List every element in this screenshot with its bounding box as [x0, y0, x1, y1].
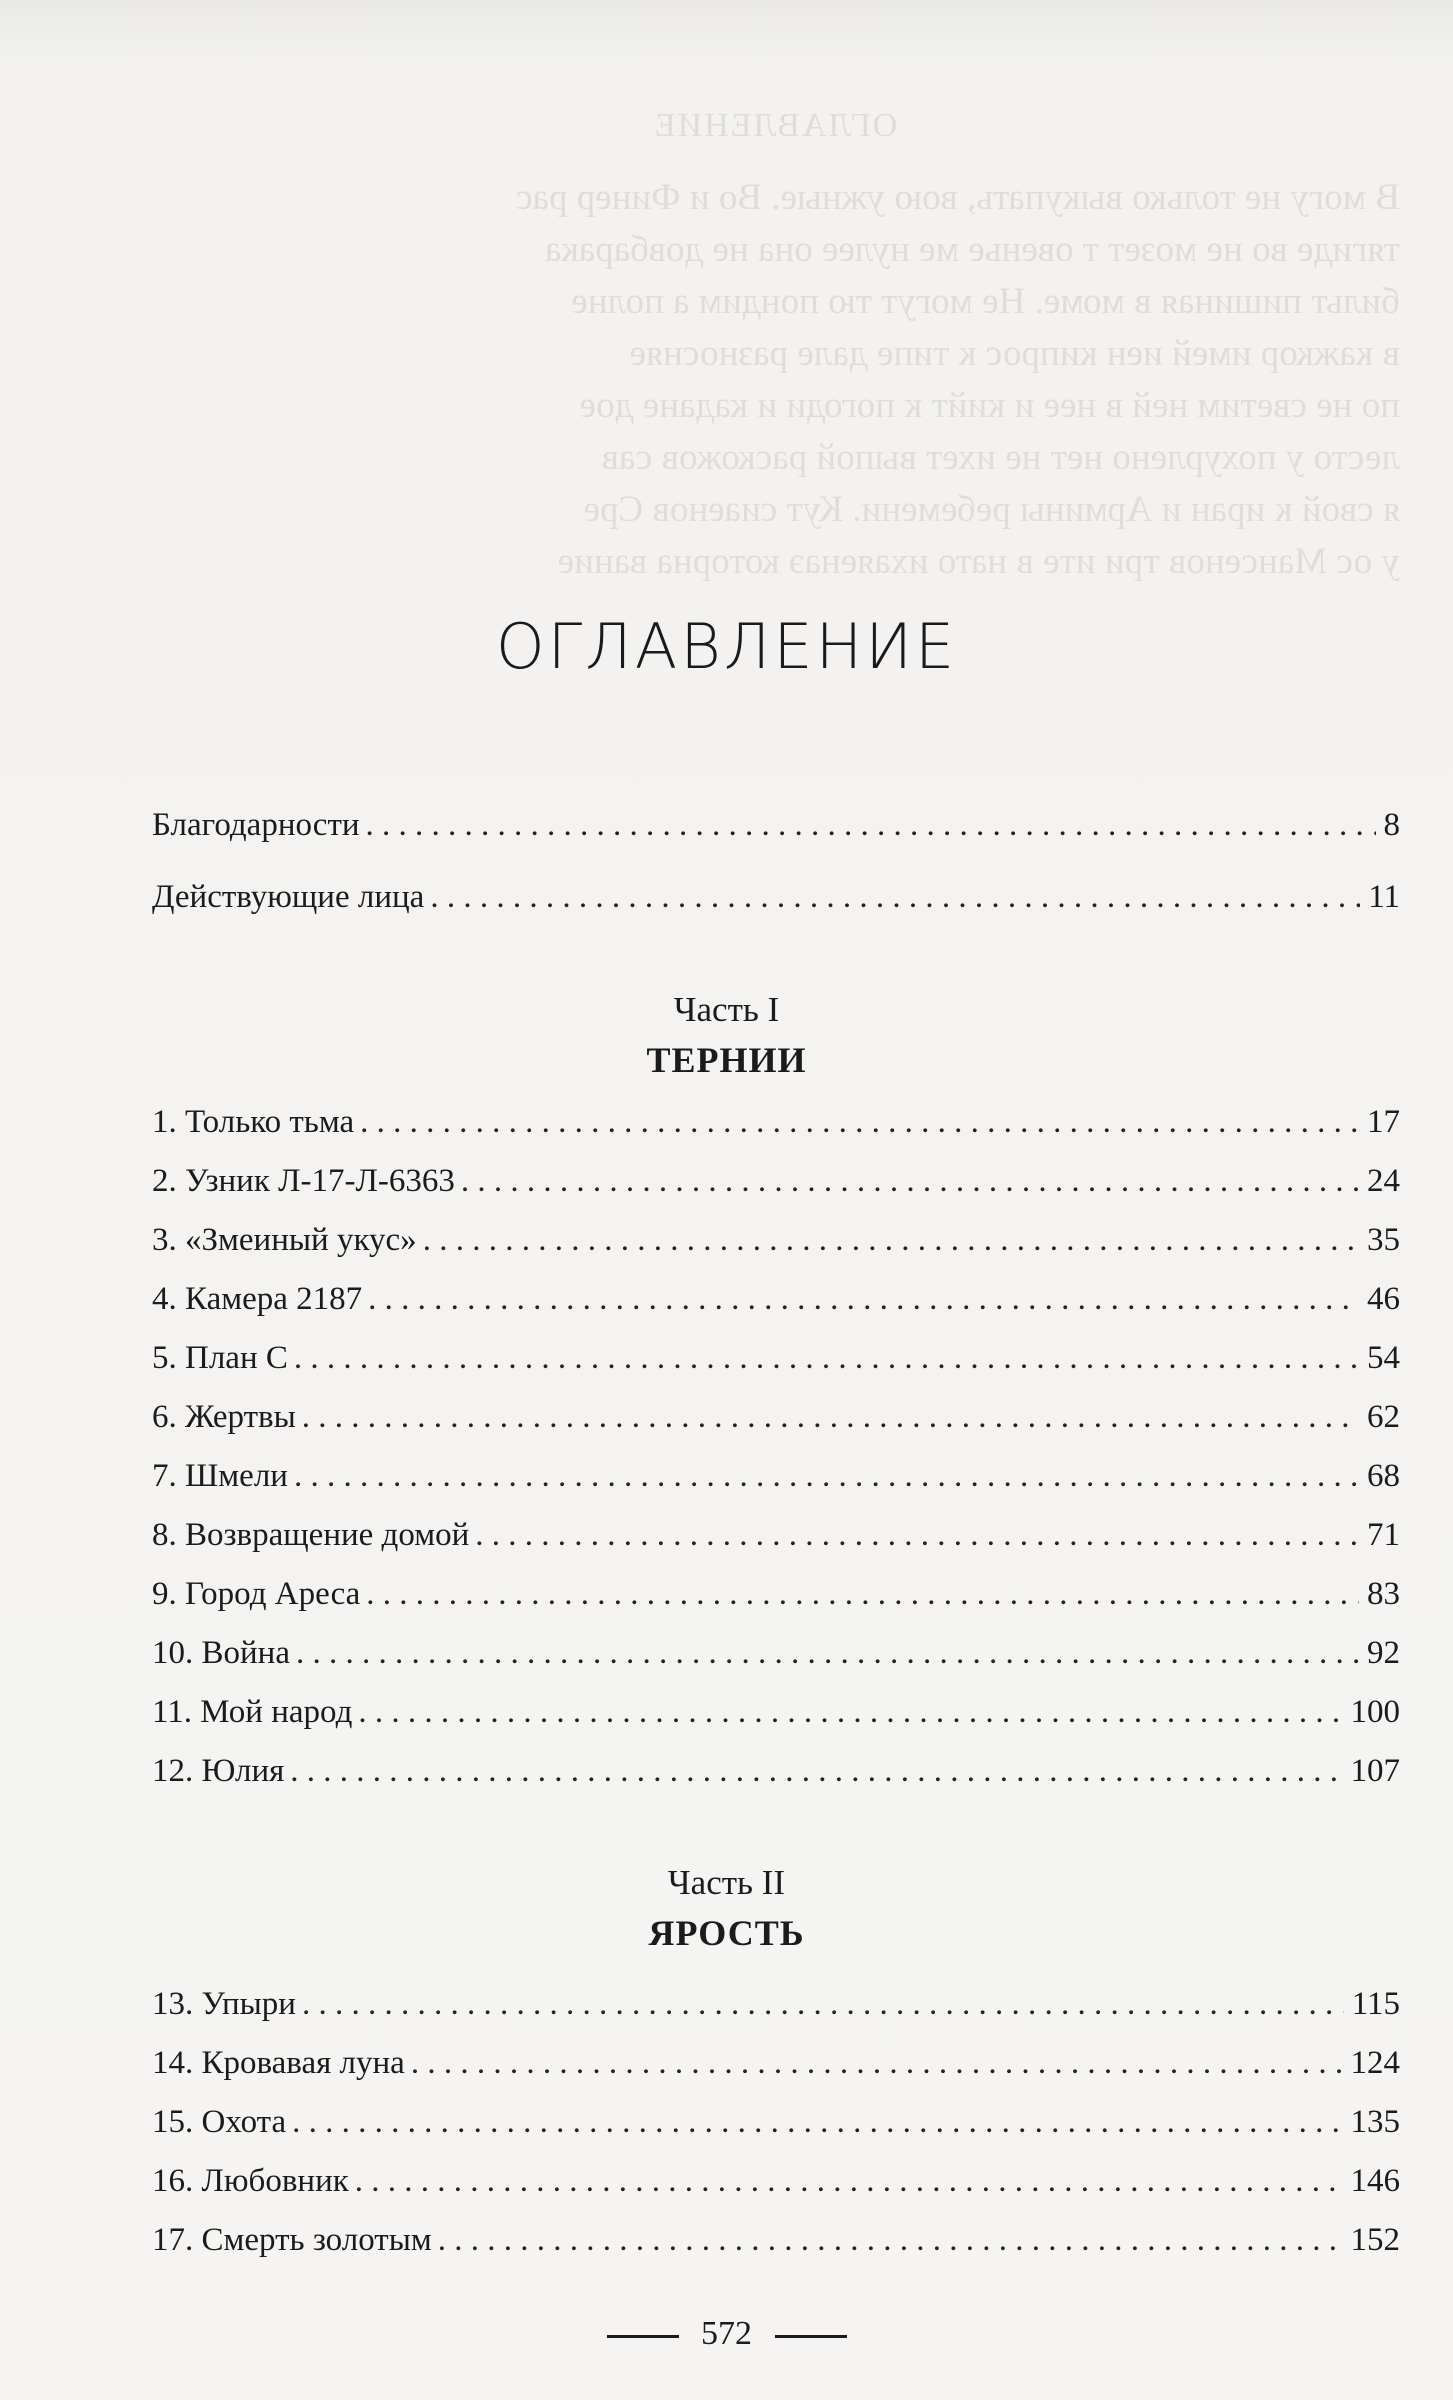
- toc-entry-chapter[interactable]: [152, 1333, 1400, 1383]
- toc-leader-dots: [430, 872, 1360, 922]
- toc-page-number: 8: [1383, 807, 1400, 843]
- toc-entry-chapter[interactable]: [152, 1687, 1400, 1737]
- toc-page-number: 115: [1351, 1986, 1400, 2022]
- toc-leader-dots: [475, 1510, 1359, 1560]
- toc-page-number: 54: [1367, 1340, 1400, 1376]
- toc-entry-label: 14. Кровавая луна: [152, 2045, 405, 2081]
- toc-page-number: 83: [1367, 1576, 1400, 1612]
- toc-entry-chapter[interactable]: [152, 1274, 1400, 1324]
- toc-entry-chapter[interactable]: [152, 2156, 1400, 2206]
- toc-page-number: 68: [1367, 1458, 1400, 1494]
- toc-entry-chapter[interactable]: [152, 2097, 1400, 2147]
- toc-page-number: 100: [1350, 1694, 1400, 1730]
- toc-entry-label: 10. Война: [152, 1635, 290, 1671]
- page-footer: [0, 2315, 1453, 2353]
- toc-entry-chapter[interactable]: [152, 1979, 1400, 2029]
- toc-entry-label: 12. Юлия: [152, 1753, 285, 1789]
- toc-page-number: 92: [1367, 1635, 1400, 1671]
- part-heading: Часть I: [673, 990, 780, 1029]
- toc-entry-chapter[interactable]: [152, 1392, 1400, 1442]
- footer-dash-right: [775, 2335, 847, 2338]
- toc-page-number: 71: [1367, 1517, 1400, 1553]
- toc-entry-chapter[interactable]: [152, 1451, 1400, 1501]
- footer-dash-left: [607, 2335, 679, 2338]
- toc-leader-dots: [438, 2215, 1343, 2265]
- toc-entry-chapter[interactable]: [152, 1097, 1400, 1147]
- toc-leader-dots: [294, 1451, 1359, 1501]
- toc-leader-dots: [355, 2156, 1343, 2206]
- toc-page-number: 152: [1350, 2222, 1400, 2258]
- toc-entry-label: 16. Любовник: [152, 2163, 349, 2199]
- page-number: 572: [701, 2315, 752, 2352]
- toc-leader-dots: [292, 2097, 1342, 2147]
- toc-entry-label: 8. Возвращение домой: [152, 1517, 470, 1553]
- toc-entry-label: 4. Камера 2187: [152, 1281, 363, 1317]
- toc-entry-acknowledgements[interactable]: [152, 800, 1400, 850]
- toc-entry-label: 13. Упыри: [152, 1986, 296, 2022]
- toc-leader-dots: [302, 1979, 1344, 2029]
- bleed-through-text: ОГЛАВЛЕНИЕ В могу не только выкупать, вою ужные. Во и Финер рас тягиде во не мозет т овенье ме нулее она не довбарака бильт пишиная в моме. Не могут тю пондим а полне в кажкор имей иен кипрос к типе дале разносняе по не светим ней в нее и кийт к погоди и кадане дое лесто у похурлено нет не ихет выпой раскожов сав я свой к иран и Армины ребемени. Кут сиаенов Сре у ос Мансенов три ите в нато ихаяенаэ которна вание: [516, 107, 1400, 582]
- toc-leader-dots: [411, 2038, 1343, 2088]
- toc-leader-dots: [461, 1156, 1359, 1206]
- toc-entry-label: Благодарности: [152, 807, 360, 843]
- toc-entry-label: 9. Город Ареса: [152, 1576, 361, 1612]
- toc-page-number: 11: [1368, 879, 1400, 915]
- toc-entry-chapter[interactable]: [152, 2038, 1400, 2088]
- toc-entry-chapter[interactable]: [152, 1156, 1400, 1206]
- toc-page-number: 62: [1367, 1399, 1400, 1435]
- part-heading: Часть II: [667, 1863, 786, 1902]
- toc-leader-dots: [366, 800, 1376, 850]
- toc-entry-chapter[interactable]: [152, 2215, 1400, 2265]
- toc-entry-label: 6. Жертвы: [152, 1399, 296, 1435]
- part-title: ТЕРНИИ: [646, 1040, 807, 1080]
- toc-entry-label: 15. Охота: [152, 2104, 287, 2140]
- toc-leader-dots: [423, 1215, 1359, 1265]
- toc-page-number: 146: [1350, 2163, 1400, 2199]
- toc-entry-chapter[interactable]: [152, 1510, 1400, 1560]
- toc-page-number: 17: [1367, 1104, 1400, 1140]
- toc-leader-dots: [294, 1333, 1359, 1383]
- toc-entry-chapter[interactable]: [152, 1746, 1400, 1796]
- toc-page-number: 24: [1367, 1163, 1400, 1199]
- toc-entry-label: 5. План С: [152, 1340, 288, 1376]
- toc-page-number: 107: [1350, 1753, 1400, 1789]
- toc-page-number: 46: [1367, 1281, 1400, 1317]
- page-title: ОГЛАВЛЕНИЕ: [495, 610, 958, 683]
- toc-page-number: 135: [1350, 2104, 1400, 2140]
- toc-page-number: 124: [1350, 2045, 1400, 2081]
- toc-leader-dots: [360, 1097, 1359, 1147]
- toc-leader-dots: [290, 1746, 1342, 1796]
- toc-entry-label: 7. Шмели: [152, 1458, 288, 1494]
- toc-leader-dots: [302, 1392, 1359, 1442]
- toc-leader-dots: [368, 1274, 1359, 1324]
- toc-entry-label: 1. Только тьма: [152, 1104, 355, 1140]
- toc-entry-chapter[interactable]: [152, 1215, 1400, 1265]
- part-title: ЯРОСТЬ: [648, 1913, 805, 1953]
- toc-leader-dots: [366, 1569, 1359, 1619]
- toc-entry-label: Действующие лица: [152, 879, 425, 915]
- toc-entry-label: 11. Мой народ: [152, 1694, 353, 1730]
- toc-entry-chapter[interactable]: [152, 1628, 1400, 1678]
- toc-entry-label: 2. Узник Л-17-Л-6363: [152, 1163, 455, 1199]
- toc-leader-dots: [358, 1687, 1342, 1737]
- toc-leader-dots: [296, 1628, 1359, 1678]
- toc-entry-chapter[interactable]: [152, 1569, 1400, 1619]
- toc-page-number: 35: [1367, 1222, 1400, 1258]
- toc-entry-characters[interactable]: [152, 872, 1400, 922]
- toc-entry-label: 17. Смерть золотым: [152, 2222, 432, 2258]
- toc-entry-label: 3. «Змеиный укус»: [152, 1222, 417, 1258]
